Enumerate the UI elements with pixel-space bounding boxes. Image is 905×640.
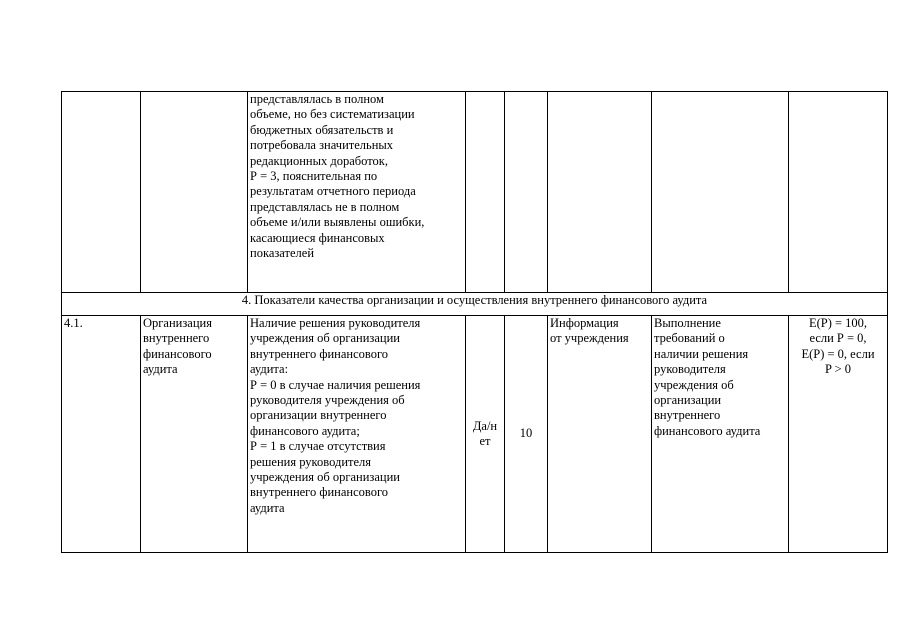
section-title: 4. Показатели качества организации и осуществления внутреннего финансового аудита	[62, 293, 888, 316]
cell-formula: E(P) = 100, если Р = 0, E(P) = 0, если P > 0	[789, 316, 888, 553]
table-row-continued	[62, 92, 888, 293]
cell-name: Организация внутреннего финансового аудита	[141, 316, 248, 553]
cell-source: Информация от учреждения	[548, 316, 652, 553]
indicator-table	[61, 91, 888, 553]
cell-unit: Да/н ет	[466, 316, 505, 553]
section-header-row	[62, 293, 888, 316]
cell-description: представлялась в полном объеме, но без систематизации бюджетных обязательств и потребовала значительных редакционных доработок, Р = 3, пояснительная по результатам отчетного периода представлялась не в полном объеме и/или выявлены ошибки, касающиеся финансовых показателей	[248, 92, 466, 293]
cell-name	[141, 92, 248, 293]
cell-number: 4.1.	[62, 316, 141, 553]
cell-weight	[505, 92, 548, 293]
cell-description: Наличие решения руководителя учреждения об организации внутреннего финансового аудита: Р = 0 в случае наличия решения руководителя учреждения об организации внутреннего финансового аудита; Р = 1 в случае отсутствия решения руководителя учреждения об организации внутреннего финансового аудита	[248, 316, 466, 553]
cell-formula	[789, 92, 888, 293]
table-row-4-1	[62, 316, 888, 553]
cell-unit	[466, 92, 505, 293]
cell-criterion	[652, 92, 789, 293]
cell-source	[548, 92, 652, 293]
cell-weight: 10	[505, 316, 548, 553]
cell-number	[62, 92, 141, 293]
cell-criterion: Выполнение требований о наличии решения руководителя учреждения об организации внутреннего финансового аудита	[652, 316, 789, 553]
